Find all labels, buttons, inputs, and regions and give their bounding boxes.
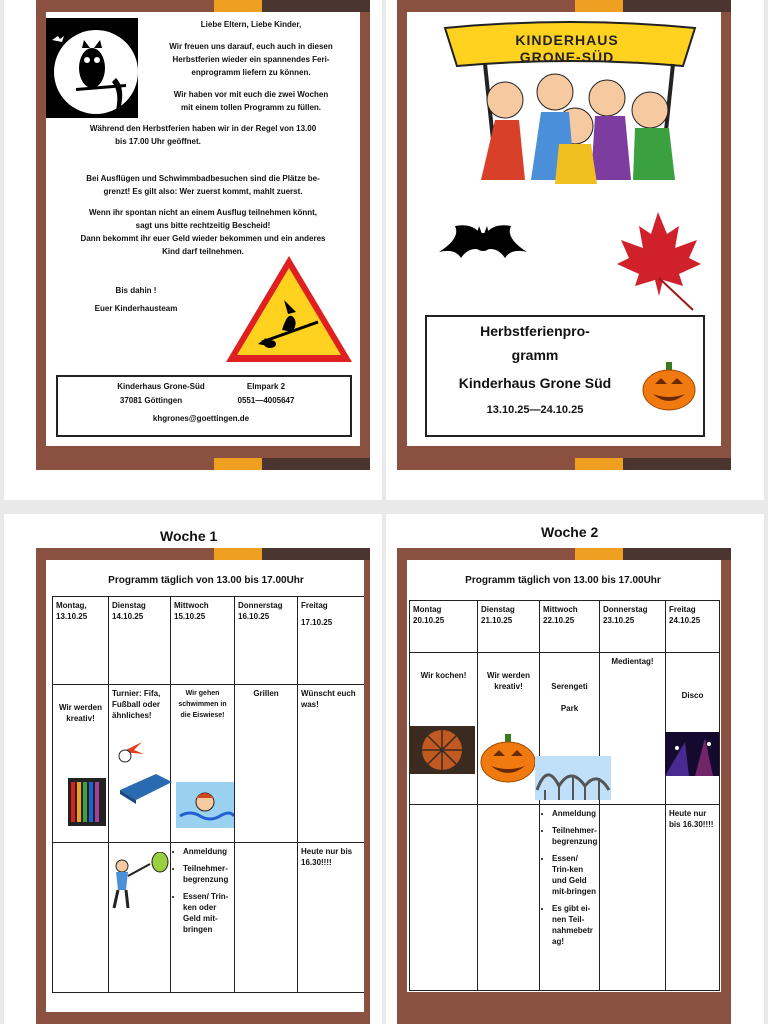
day-header-tue: Dienstag 14.10.25: [109, 597, 171, 685]
activity-thu: Medientag!: [600, 653, 666, 805]
contact-name: Kinderhaus Grone-Süd: [117, 382, 205, 391]
gym-mat-icon: [116, 770, 174, 806]
day-header-wed: Mittwoch 15.10.25: [171, 597, 235, 685]
maple-leaf-icon: [613, 208, 703, 312]
day-header-thu: Donnerstag 23.10.25: [600, 601, 666, 653]
activity-mon: Wir kochen!: [410, 653, 478, 805]
day-header-tue: Dienstag 21.10.25: [478, 601, 540, 653]
cancel-line-2: sagt uns bitte rechtzeitig Bescheid!: [135, 221, 271, 230]
page-1-frame: [36, 0, 370, 470]
notes-mon: [410, 805, 478, 991]
pizza-photo-icon: [409, 726, 475, 774]
week-2-program: Programm täglich von 13.00 bis 17.00Uhr: [465, 575, 661, 586]
week-1-program: Programm täglich von 13.00 bis 17.00Uhr: [108, 575, 304, 586]
soccer-ball-icon: [116, 738, 146, 766]
weeks-line-2: mit einem tollen Programm zu füllen.: [180, 103, 322, 112]
disco-photo-icon: [665, 732, 719, 776]
notes-wed: • Anmeldung • Teilnehmer-begrenzung • Essen/ Trin-ken und Geld mit-bringen • Es gibt ei-nen Teil-nahmebetr ag!: [540, 805, 600, 991]
day-header-fri: Freitag 17.10.25: [298, 597, 365, 685]
witch-warning-sign-icon: [222, 252, 356, 366]
hours-line-1: Während den Herbstferien haben wir in der Regel von 13.00: [89, 124, 317, 133]
colored-pencils-icon: [68, 778, 106, 826]
table-row: [410, 601, 720, 653]
ball-player-icon: [106, 852, 172, 914]
greeting: Liebe Eltern, Liebe Kinder,: [200, 20, 302, 29]
notes-fri: Heute nur bis 16.30!!!!: [298, 843, 365, 993]
day-header-fri: Freitag 24.10.25: [666, 601, 720, 653]
owl-moon-icon: [46, 18, 138, 118]
pumpkin-icon: [641, 360, 697, 412]
activity-wed: Serengeti Park: [540, 653, 600, 805]
cancel-line-3: Dann bekommt ihr euer Geld wieder bekommen und ein anderes: [80, 234, 326, 243]
notes-fri: Heute nur bis 16.30!!!!: [666, 805, 720, 991]
hours-line-2: bis 17.00 Uhr geöffnet.: [115, 137, 201, 146]
title-line-3: Kinderhaus Grone Süd: [458, 375, 612, 391]
title-line-1: Herbstferienpro-: [480, 323, 590, 339]
title-line-2: gramm: [511, 347, 559, 363]
activity-fri: Wünscht euch was!: [298, 685, 365, 843]
weeks-line-1: Wir haben vor mit euch die zwei Wochen: [173, 90, 329, 99]
contact-phone: 0551—4005647: [237, 396, 295, 405]
week-1-heading: Woche 1: [160, 528, 218, 544]
activity-tue: Turnier: Fifa, Fußball oder ähnliches!: [109, 685, 171, 843]
day-header-thu: Donnerstag 16.10.25: [235, 597, 298, 685]
swimming-icon: [176, 782, 234, 828]
day-header-mon: Montag, 13.10.25: [53, 597, 109, 685]
week-2-heading: Woche 2: [541, 524, 599, 540]
day-header-wed: Mittwoch 22.10.25: [540, 601, 600, 653]
table-row: [53, 843, 365, 993]
notes-tue: [478, 805, 540, 991]
signature: Euer Kinderhausteam: [94, 304, 178, 313]
intro-line-1: Wir freuen uns darauf, euch auch in diesen: [169, 42, 333, 51]
trips-line-2: grenzt! Es gilt also: Wer zuerst kommt, mahlt zuerst.: [103, 187, 303, 196]
activity-thu: Grillen: [235, 685, 298, 843]
page-3-frame: [36, 548, 370, 1024]
activity-fri: Disco: [666, 653, 720, 805]
roller-coaster-icon: [535, 756, 611, 800]
week-1-content: [46, 560, 364, 1012]
date-range: 13.10.25—24.10.25: [486, 404, 584, 416]
week-2-content: [407, 560, 721, 992]
notes-mon: [53, 843, 109, 993]
page-2-content: [407, 12, 721, 446]
page-1-content: [46, 12, 360, 446]
trips-line-1: Bei Ausflügen und Schwimmbadbesuchen sind die Plätze be-: [86, 174, 320, 183]
contact-email[interactable]: khgrones@goettingen.de: [152, 414, 250, 423]
cancel-line-1: Wenn ihr spontan nicht an einem Ausflug teilnehmen könnt,: [88, 208, 317, 217]
logo-text-2: GRONE-SÜD: [519, 49, 615, 65]
day-header-mon: Montag 20.10.25: [410, 601, 478, 653]
bat-icon: [435, 212, 531, 272]
table-row: [53, 597, 365, 685]
page-2-frame: [397, 0, 731, 470]
intro-line-3: enprogramm liefern zu können.: [191, 68, 311, 77]
notes-thu: [600, 805, 666, 991]
cancel-line-4: Kind darf teilnehmen.: [162, 247, 244, 256]
activity-tue: Wir werden kreativ!: [478, 653, 540, 805]
activity-wed: Wir gehen schwimmen in die Eiswiese!: [171, 685, 235, 843]
activity-mon: Wir werden kreativ!: [53, 685, 109, 843]
pumpkin-icon: [479, 732, 537, 784]
intro-line-2: Herbstferien wieder ein spannendes Feri-: [172, 55, 330, 64]
page-4-frame: [397, 548, 731, 1024]
bye-text: Bis dahin !: [115, 286, 157, 295]
table-row: [410, 805, 720, 991]
contact-city: 37081 Göttingen: [119, 396, 183, 405]
notes-thu: [235, 843, 298, 993]
notes-wed: • Anmeldung • Teilnehmer-begrenzung • Essen/ Trin-ken oder Geld mit-bringen: [171, 843, 235, 993]
logo-text-1: KINDERHAUS: [515, 32, 619, 48]
contact-street: Elmpark 2: [246, 382, 286, 391]
